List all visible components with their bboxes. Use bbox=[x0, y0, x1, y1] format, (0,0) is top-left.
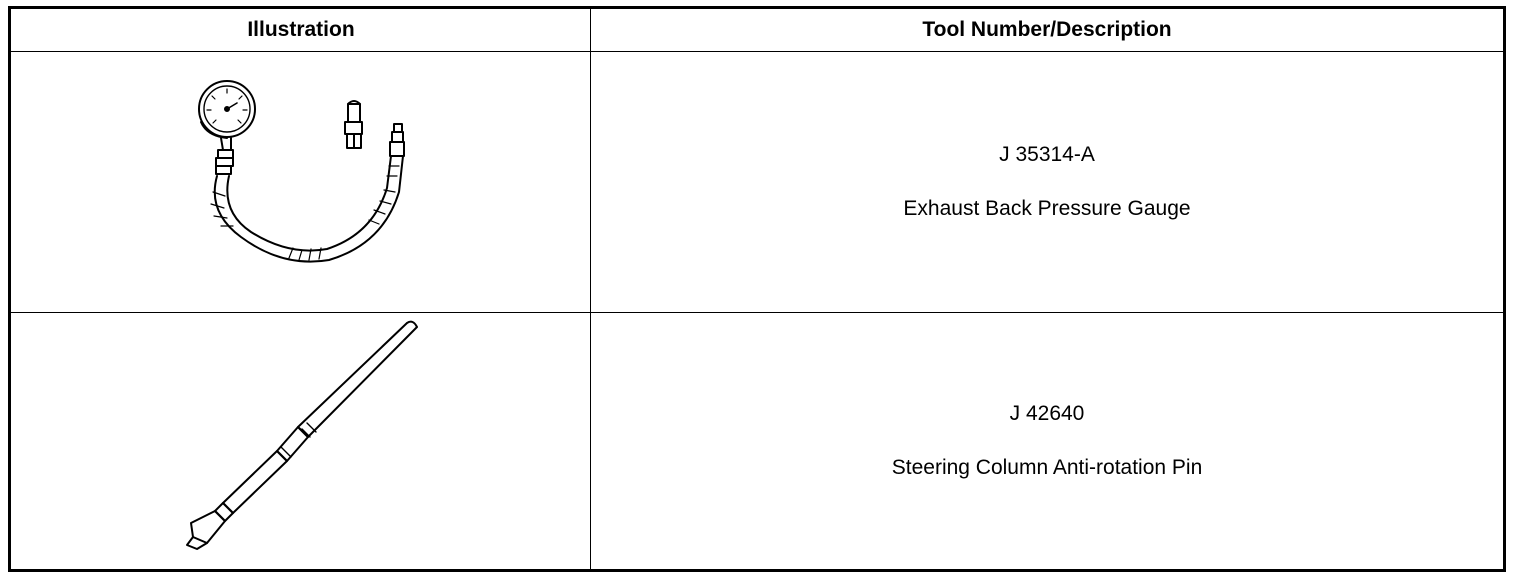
pressure-gauge-icon bbox=[11, 52, 590, 312]
anti-rotation-pin-icon bbox=[11, 313, 590, 569]
header-illustration: Illustration bbox=[247, 18, 355, 41]
tool-number: J 35314-A bbox=[999, 143, 1095, 166]
table-row-2-description bbox=[591, 313, 1503, 569]
table-row-1-illustration bbox=[11, 52, 590, 312]
tool-description: Exhaust Back Pressure Gauge bbox=[903, 197, 1191, 220]
tool-description: Steering Column Anti-rotation Pin bbox=[891, 456, 1203, 479]
tool-table bbox=[8, 6, 1506, 572]
table-row-1-description bbox=[591, 52, 1503, 312]
table-row-2-illustration bbox=[11, 313, 590, 569]
tool-number: J 42640 bbox=[1009, 402, 1085, 425]
header-tool-number-description: Tool Number/Description bbox=[922, 18, 1172, 41]
